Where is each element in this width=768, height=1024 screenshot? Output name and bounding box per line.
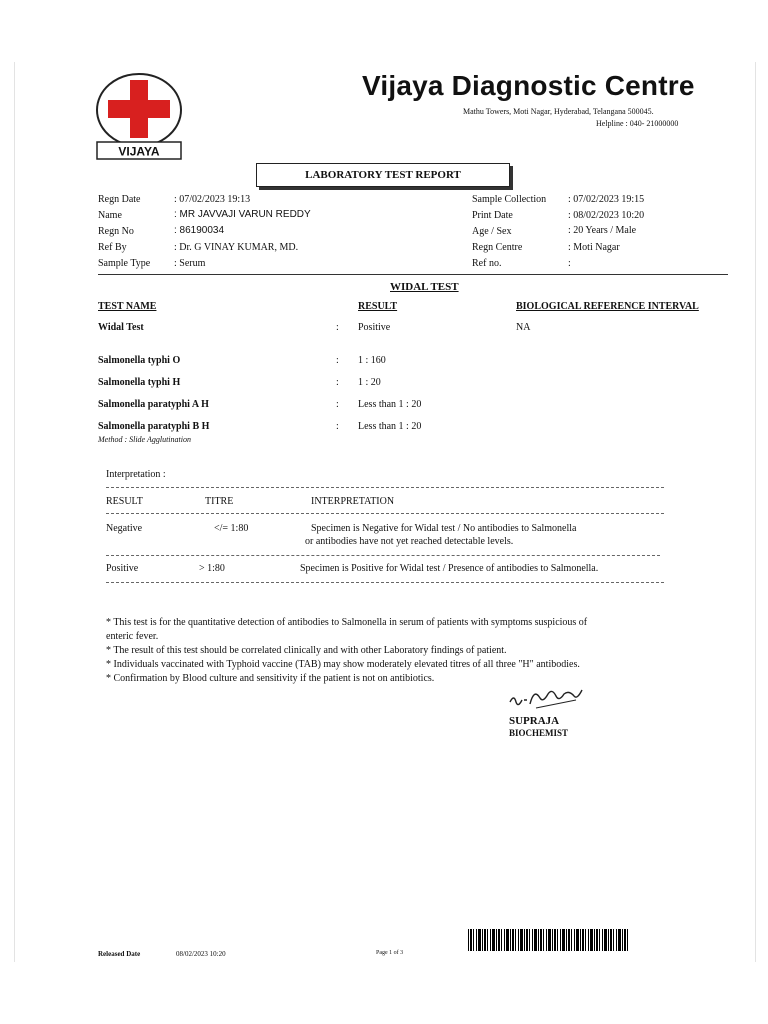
- test-name: Widal Test: [98, 322, 144, 333]
- released-value: 08/02/2023 10:20: [176, 950, 226, 958]
- negative-text-2: or antibodies have not yet reached detectable levels.: [305, 536, 514, 547]
- row-sep: :: [336, 322, 339, 333]
- method: Method : Slide Agglutination: [98, 435, 191, 444]
- regn-no-value: : 86190034: [174, 225, 225, 236]
- test-result: Positive: [358, 322, 391, 333]
- test-name: Salmonella typhi H: [98, 377, 181, 388]
- col-test-name: TEST NAME: [98, 301, 157, 312]
- print-date-label: Print Date: [472, 210, 513, 221]
- note: * The result of this test should be correlated clinically and with other Laboratory findings of patient.: [106, 645, 507, 656]
- vijaya-logo: [93, 70, 185, 162]
- interpretation-title: Interpretation :: [106, 469, 166, 480]
- dashed-divider: [106, 555, 660, 556]
- sample-collection-label: Sample Collection: [472, 194, 547, 205]
- regn-centre-label: Regn Centre: [472, 242, 523, 253]
- row-sep: :: [336, 377, 339, 388]
- regn-date-value: : 07/02/2023 19:13: [174, 194, 251, 205]
- negative-titre: </= 1:80: [214, 523, 249, 534]
- ref-by-label: Ref By: [98, 242, 127, 253]
- note: * Individuals vaccinated with Typhoid vaccine (TAB) may show moderately elevated titres of all three "H" antibodies.: [106, 659, 580, 670]
- test-result: 1 : 160: [358, 355, 386, 366]
- row-sep: :: [336, 399, 339, 410]
- brand-name: Vijaya Diagnostic Centre: [362, 70, 695, 101]
- regn-no-label: Regn No: [98, 226, 134, 237]
- dashed-divider: [106, 487, 664, 488]
- print-date-value: : 08/02/2023 10:20: [568, 210, 645, 221]
- sample-collection-value: : 07/02/2023 19:15: [568, 194, 645, 205]
- interp-col-interpretation: INTERPRETATION: [311, 496, 395, 507]
- dashed-divider: [106, 582, 664, 583]
- row-sep: :: [336, 421, 339, 432]
- col-reference: BIOLOGICAL REFERENCE INTERVAL: [516, 301, 699, 312]
- note: * This test is for the quantitative detection of antibodies to Salmonella in serum of patients with symptoms suspicious of: [106, 617, 588, 628]
- barcode: [468, 929, 630, 951]
- name-label: Name: [98, 210, 122, 221]
- col-result: RESULT: [358, 301, 398, 312]
- helpline: Helpline : 040- 21000000: [596, 119, 679, 128]
- report-title: LABORATORY TEST REPORT: [256, 163, 510, 187]
- positive-titre: > 1:80: [199, 563, 225, 574]
- note: * Confirmation by Blood culture and sensitivity if the patient is not on antibiotics.: [106, 673, 435, 684]
- age-sex-label: Age / Sex: [472, 226, 512, 237]
- test-result: Less than 1 : 20: [358, 421, 422, 432]
- logo-text: VIJAYA: [118, 144, 160, 159]
- row-sep: :: [336, 355, 339, 366]
- sample-type-value: : Serum: [174, 258, 206, 269]
- interp-col-titre: TITRE: [205, 496, 234, 507]
- regn-centre-value: : Moti Nagar: [568, 242, 620, 253]
- note: enteric fever.: [106, 631, 159, 642]
- positive-text: Specimen is Positive for Widal test / Presence of antibodies to Salmonella.: [300, 563, 599, 574]
- regn-date-label: Regn Date: [98, 194, 141, 205]
- age-sex-value: : 20 Years / Male: [568, 225, 637, 236]
- test-name: Salmonella paratyphi A H: [98, 399, 209, 410]
- interp-col-result: RESULT: [106, 496, 143, 507]
- ref-by-value: : Dr. G VINAY KUMAR, MD.: [174, 242, 299, 253]
- page-number: Page 1 of 3: [376, 950, 404, 956]
- ref-no-value: :: [568, 258, 571, 269]
- signatory-role: BIOCHEMIST: [509, 728, 569, 738]
- test-result: Less than 1 : 20: [358, 399, 422, 410]
- released-label: Released Date: [98, 950, 141, 958]
- signature: [506, 684, 592, 712]
- ref-no-label: Ref no.: [472, 258, 502, 269]
- section-title: WIDAL TEST: [390, 281, 459, 293]
- negative-text-1: Specimen is Negative for Widal test / No antibodies to Salmonella: [311, 523, 577, 534]
- test-result: 1 : 20: [358, 377, 381, 388]
- test-ref: NA: [516, 322, 531, 333]
- test-name: Salmonella paratyphi B H: [98, 421, 210, 432]
- test-name: Salmonella typhi O: [98, 355, 181, 366]
- name-value: : MR JAVVAJI VARUN REDDY: [174, 209, 311, 220]
- divider: [98, 274, 728, 275]
- address: Mathu Towers, Moti Nagar, Hyderabad, Telangana 500045.: [463, 107, 654, 116]
- dashed-divider: [106, 513, 664, 514]
- sample-type-label: Sample Type: [98, 258, 151, 269]
- negative-result: Negative: [106, 523, 143, 534]
- signatory-name: SUPRAJA: [509, 715, 560, 727]
- positive-result: Positive: [106, 563, 139, 574]
